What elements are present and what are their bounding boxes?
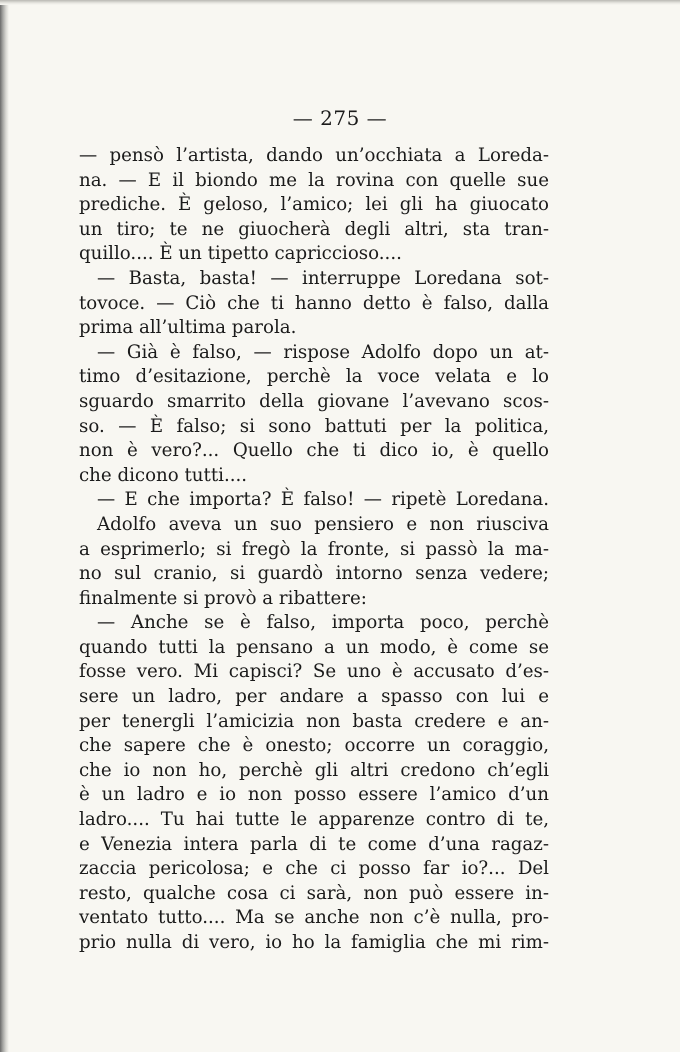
text-line: — Anche se è falso, importa poco, perchè <box>97 612 549 634</box>
text-line: a esprimerlo; si fregò la fronte, si passò la ma- <box>79 538 549 560</box>
text-line: prediche. È geloso, l’amico; lei gli ha giuocato <box>79 194 549 216</box>
text-line: non è vero?... Quello che ti dico io, è quello <box>79 440 549 462</box>
text-line: e Venezia intera parla di te come d’una ragaz- <box>79 833 549 855</box>
text-line: — Già è falso, — rispose Adolfo dopo un at- <box>97 341 549 363</box>
text-line: fosse vero. Mi capisci? Se uno è accusato d’es- <box>79 661 549 683</box>
text-line: sguardo smarrito della giovane l’avevano scos- <box>79 390 549 412</box>
text-line: — E che importa? È falso! — ripetè Loredana. <box>97 489 549 511</box>
text-line: che sapere che è onesto; occorre un coraggio, <box>79 735 549 757</box>
text-line: sere un ladro, per andare a spasso con lui e <box>79 686 549 708</box>
text-line: un tiro; te ne giuocherà degli altri, sta tran- <box>79 218 549 240</box>
text-line: finalmente si provò a ribattere: <box>79 587 367 609</box>
text-line: zaccia pericolosa; e che ci posso far io?... Del <box>79 858 549 880</box>
page-binding-edge <box>0 0 9 1052</box>
text-line: — pensò l’artista, dando un’occhiata a Loreda- <box>79 145 549 166</box>
text-line: che io non ho, perchè gli altri credono ch’egli <box>79 759 549 781</box>
text-line: timo d’esitazione, perchè la voce velata e lo <box>79 366 549 388</box>
text-line: na. — E il biondo me la rovina con quelle sue <box>79 169 549 191</box>
text-line: no sul cranio, si guardò intorno senza vedere; <box>79 563 549 585</box>
text-line: resto, qualche cosa ci sarà, non può essere in- <box>79 882 549 904</box>
text-line: ventato tutto.... Ma se anche non c’è nulla, pro- <box>79 907 549 929</box>
page-top-edge <box>0 0 680 5</box>
text-line: so. — È falso; si sono battuti per la politica, <box>79 415 549 437</box>
text-line: — Basta, basta! — interruppe Loredana sot- <box>97 267 549 289</box>
text-line: quillo.... È un tipetto capriccioso.... <box>79 243 402 265</box>
text-line: prima all’ultima parola. <box>79 317 297 339</box>
text-line: quando tutti la pensano a un modo, è come se <box>79 636 549 658</box>
text-line: è un ladro e io non posso essere l’amico d’un <box>79 784 549 806</box>
text-line: prio nulla di vero, io ho la famiglia che mi rim- <box>79 932 549 953</box>
text-line: tovoce. — Ciò che ti hanno detto è falso, dalla <box>79 292 549 314</box>
text-line: che dicono tutti.... <box>79 464 248 486</box>
body-text <box>79 144 549 956</box>
text-line: per tenergli l’amicizia non basta credere e an- <box>79 710 549 732</box>
text-line: Adolfo aveva un suo pensiero e non riusciva <box>97 513 549 535</box>
text-line: ladro.... Tu hai tutte le apparenze contro di te, <box>79 809 549 831</box>
page-number: — 275 — <box>292 106 388 130</box>
